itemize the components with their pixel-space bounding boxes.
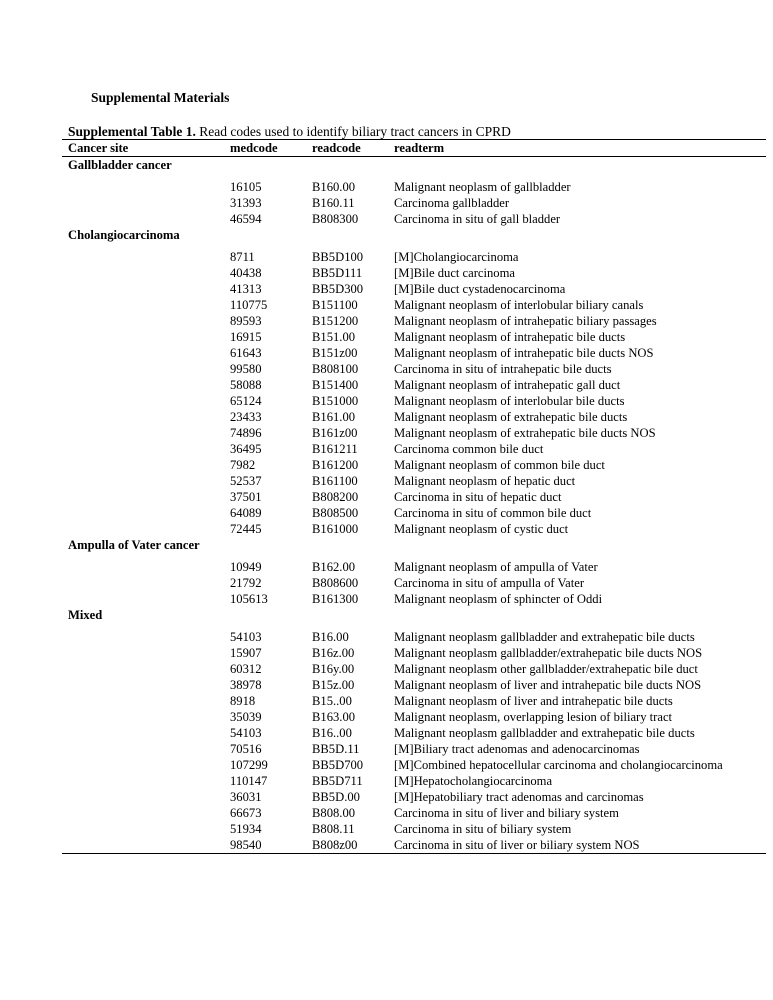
cancer-site-cell [62, 489, 230, 505]
table-row [62, 677, 766, 693]
readterm-cell: [M]Combined hepatocellular carcinoma and cholangiocarcinoma [394, 758, 723, 772]
cancer-site-cell [62, 313, 230, 329]
medcode-cell: 58088 [230, 378, 262, 392]
column-header-readterm: readterm [394, 140, 766, 157]
readcode-cell: B15z.00 [312, 678, 355, 692]
medcode-cell: 72445 [230, 522, 262, 536]
readcode-cell: B808200 [312, 490, 359, 504]
readterm-cell: Carcinoma in situ of ampulla of Vater [394, 576, 585, 590]
medcode-cell: 99580 [230, 362, 262, 376]
medcode-cell: 110775 [230, 298, 268, 312]
medcode-cell: 46594 [230, 212, 262, 226]
cancer-site-cell [62, 575, 230, 591]
column-header-cancer-site: Cancer site [62, 140, 230, 157]
readcode-cell: BB5D.11 [312, 742, 360, 756]
cancer-site-cell [62, 821, 230, 837]
cancer-site-cell [62, 211, 230, 227]
table-row [62, 361, 766, 377]
readterm-cell: Carcinoma in situ of liver and biliary system [394, 806, 619, 820]
readcode-cell: B15..00 [312, 694, 352, 708]
readterm-cell: Malignant neoplasm of liver and intrahepatic bile ducts NOS [394, 678, 702, 692]
readcode-cell: BB5D700 [312, 758, 364, 772]
readterm-cell: Malignant neoplasm of sphincter of Oddi [394, 592, 603, 606]
table-body [62, 157, 766, 854]
medcode-cell: 21792 [230, 576, 262, 590]
readcode-cell: B808z00 [312, 837, 394, 854]
readcode-cell: B161211 [312, 442, 358, 456]
readcode-cell: BB5D300 [312, 282, 364, 296]
medcode-cell: 105613 [230, 592, 268, 606]
table-row [62, 249, 766, 265]
readterm-cell: Malignant neoplasm of hepatic duct [394, 474, 576, 488]
cancer-site-cell [62, 741, 230, 757]
readcode-cell: B160.11 [312, 196, 355, 210]
readcode-cell: B160.00 [312, 180, 356, 194]
cancer-site-cell [62, 629, 230, 645]
readcode-cell: B162.00 [312, 560, 356, 574]
medcode-cell: 54103 [230, 630, 262, 644]
readterm-cell: [M]Biliary tract adenomas and adenocarcinomas [394, 742, 640, 756]
table-row [62, 693, 766, 709]
medcode-cell: 65124 [230, 394, 262, 408]
readcode-cell: B151.00 [312, 330, 356, 344]
readcode-cell: B161100 [312, 474, 358, 488]
cancer-site-cell [62, 709, 230, 725]
medcode-cell: 8918 [230, 694, 256, 708]
readterm-cell: Carcinoma in situ of liver or biliary system NOS [394, 837, 766, 854]
readcode-cell: B808600 [312, 576, 359, 590]
medcode-cell: 23433 [230, 410, 262, 424]
medcode-cell: 15907 [230, 646, 262, 660]
readterm-cell: Malignant neoplasm gallbladder and extrahepatic bile ducts [394, 630, 695, 644]
readterm-cell: Malignant neoplasm of intrahepatic biliary passages [394, 314, 657, 328]
readcode-cell: B16y.00 [312, 662, 355, 676]
table-caption-label: Supplemental Table 1. [68, 124, 196, 139]
table-row [62, 709, 766, 725]
readcode-cell: B161200 [312, 458, 359, 472]
cancer-site-cell [62, 249, 230, 265]
medcode-cell: 110147 [230, 774, 268, 788]
cancer-site-cell [62, 179, 230, 195]
table-row [62, 179, 766, 195]
readterm-cell: Carcinoma in situ of intrahepatic bile ducts [394, 362, 612, 376]
column-header-readcode: readcode [312, 140, 394, 157]
table-header-row [62, 140, 766, 157]
readterm-cell: Malignant neoplasm, overlapping lesion of biliary tract [394, 710, 673, 724]
table-row [62, 741, 766, 757]
table-caption [68, 124, 511, 140]
medcode-cell: 41313 [230, 282, 262, 296]
cancer-site-cell [62, 409, 230, 425]
table-row [62, 377, 766, 393]
readterm-cell: Carcinoma gallbladder [394, 196, 510, 210]
medcode-cell: 16105 [230, 180, 262, 194]
table-row [62, 473, 766, 489]
table-row [62, 757, 766, 773]
cancer-site-cell [62, 473, 230, 489]
readterm-cell: Carcinoma in situ of gall bladder [394, 212, 561, 226]
table-row [62, 661, 766, 677]
readterm-cell: Carcinoma in situ of hepatic duct [394, 490, 562, 504]
medcode-cell: 8711 [230, 250, 255, 264]
group-row [62, 227, 766, 243]
readcode-cell: B16..00 [312, 726, 352, 740]
cancer-site-cell [62, 195, 230, 211]
readcode-cell: B808.00 [312, 806, 356, 820]
readcode-cell: B808300 [312, 212, 359, 226]
cancer-site-cell [62, 837, 230, 854]
cancer-site-cell [62, 521, 230, 537]
cancer-site-cell [62, 425, 230, 441]
table-row [62, 521, 766, 537]
table-row [62, 805, 766, 821]
medcode-cell: 107299 [230, 758, 268, 772]
medcode-cell: 31393 [230, 196, 262, 210]
cancer-site-label: Gallbladder cancer [68, 158, 172, 172]
medcode-cell: 70516 [230, 742, 262, 756]
readcode-cell: B151100 [312, 298, 358, 312]
readcode-cell: B161300 [312, 592, 359, 606]
readcode-cell: B16z.00 [312, 646, 355, 660]
medcode-cell: 36031 [230, 790, 262, 804]
cancer-site-cell [62, 677, 230, 693]
readterm-cell: Malignant neoplasm of intrahepatic bile ducts [394, 330, 626, 344]
medcode-cell: 16915 [230, 330, 262, 344]
readterm-cell: [M]Cholangiocarcinoma [394, 250, 519, 264]
medcode-cell: 60312 [230, 662, 262, 676]
cancer-site-cell [62, 265, 230, 281]
medcode-cell: 89593 [230, 314, 262, 328]
table-row [62, 297, 766, 313]
cancer-site-cell [62, 805, 230, 821]
medcode-cell: 98540 [230, 837, 312, 854]
readterm-cell: [M]Bile duct cystadenocarcinoma [394, 282, 566, 296]
readcode-cell: B161.00 [312, 410, 356, 424]
cancer-site-cell [62, 725, 230, 741]
readcode-cell: BB5D111 [312, 266, 363, 280]
medcode-cell: 36495 [230, 442, 262, 456]
cancer-site-label: Cholangiocarcinoma [68, 228, 180, 242]
table-row [62, 559, 766, 575]
readcode-cell: B808500 [312, 506, 359, 520]
medcode-cell: 52537 [230, 474, 262, 488]
readcode-cell: BB5D.00 [312, 790, 360, 804]
cancer-site-cell [62, 591, 230, 607]
cancer-site-cell [62, 661, 230, 677]
cancer-site-cell [62, 457, 230, 473]
table-row [62, 329, 766, 345]
group-row [62, 537, 766, 553]
readterm-cell: Malignant neoplasm of interlobular biliary canals [394, 298, 644, 312]
readterm-cell: Malignant neoplasm of extrahepatic bile ducts [394, 410, 628, 424]
medcode-cell: 37501 [230, 490, 262, 504]
medcode-cell: 35039 [230, 710, 262, 724]
cancer-site-cell [62, 693, 230, 709]
readterm-cell: Carcinoma common bile duct [394, 442, 544, 456]
table-row [62, 265, 766, 281]
readcode-cell: B808100 [312, 362, 359, 376]
readterm-cell: Carcinoma in situ of biliary system [394, 822, 572, 836]
table-row [62, 591, 766, 607]
table-row [62, 313, 766, 329]
medcode-cell: 64089 [230, 506, 262, 520]
cancer-site-label: Ampulla of Vater cancer [68, 538, 200, 552]
cancer-site-cell [62, 393, 230, 409]
readterm-cell: Malignant neoplasm of common bile duct [394, 458, 605, 472]
table-row [62, 821, 766, 837]
cancer-site-cell [62, 773, 230, 789]
readterm-cell: Malignant neoplasm of liver and intrahepatic bile ducts [394, 694, 673, 708]
readcode-cell: B151000 [312, 394, 359, 408]
table-row [62, 409, 766, 425]
column-header-medcode: medcode [230, 140, 312, 157]
table-row [62, 505, 766, 521]
cancer-site-cell [62, 757, 230, 773]
table-row [62, 629, 766, 645]
readterm-cell: [M]Bile duct carcinoma [394, 266, 515, 280]
medcode-cell: 61643 [230, 346, 262, 360]
cancer-site-cell [62, 505, 230, 521]
readcode-cell: B151400 [312, 378, 359, 392]
medcode-cell: 7982 [230, 458, 256, 472]
table-row [62, 773, 766, 789]
readterm-cell: Malignant neoplasm of gallbladder [394, 180, 571, 194]
readterm-cell: Malignant neoplasm of cystic duct [394, 522, 569, 536]
cancer-site-cell [62, 789, 230, 805]
cancer-site-cell [62, 297, 230, 313]
readterm-cell: Malignant neoplasm gallbladder and extrahepatic bile ducts [394, 726, 695, 740]
table-row [62, 425, 766, 441]
group-row [62, 607, 766, 623]
read-codes-table [62, 139, 766, 854]
medcode-cell: 66673 [230, 806, 262, 820]
readcode-cell: B16.00 [312, 630, 349, 644]
cancer-site-cell [62, 345, 230, 361]
readterm-cell: Malignant neoplasm gallbladder/extrahepatic bile ducts NOS [394, 646, 703, 660]
medcode-cell: 54103 [230, 726, 262, 740]
cancer-site-cell [62, 377, 230, 393]
readcode-cell: B151z00 [312, 346, 358, 360]
medcode-cell: 74896 [230, 426, 262, 440]
medcode-cell: 38978 [230, 678, 262, 692]
medcode-cell: 10949 [230, 560, 262, 574]
table-row [62, 489, 766, 505]
table-row [62, 725, 766, 741]
cancer-site-cell [62, 361, 230, 377]
readcode-cell: B161000 [312, 522, 359, 536]
readterm-cell: Malignant neoplasm of extrahepatic bile ducts NOS [394, 426, 656, 440]
readterm-cell: Malignant neoplasm of intrahepatic gall duct [394, 378, 621, 392]
table-row [62, 281, 766, 297]
table-row [62, 575, 766, 591]
table-row [62, 195, 766, 211]
group-row [62, 157, 766, 174]
table-row [62, 457, 766, 473]
readcode-cell: B808.11 [312, 822, 355, 836]
table-row [62, 837, 766, 854]
readcode-cell: BB5D100 [312, 250, 364, 264]
medcode-cell: 51934 [230, 822, 262, 836]
medcode-cell: 40438 [230, 266, 262, 280]
cancer-site-label: Mixed [68, 608, 103, 622]
cancer-site-cell [62, 645, 230, 661]
table-row [62, 441, 766, 457]
readterm-cell: Malignant neoplasm other gallbladder/extrahepatic bile duct [394, 662, 698, 676]
readterm-cell: [M]Hepatobiliary tract adenomas and carcinomas [394, 790, 644, 804]
cancer-site-cell [62, 559, 230, 575]
readcode-cell: B161z00 [312, 426, 358, 440]
readterm-cell: Malignant neoplasm of interlobular bile ducts [394, 394, 625, 408]
readcode-cell: B151200 [312, 314, 359, 328]
table-row [62, 211, 766, 227]
table-row [62, 789, 766, 805]
page-heading: Supplemental Materials [91, 90, 230, 105]
readterm-cell: [M]Hepatocholangiocarcinoma [394, 774, 553, 788]
table-row [62, 645, 766, 661]
table-row [62, 345, 766, 361]
readterm-cell: Carcinoma in situ of common bile duct [394, 506, 592, 520]
table-row [62, 393, 766, 409]
cancer-site-cell [62, 329, 230, 345]
readcode-cell: BB5D711 [312, 774, 363, 788]
cancer-site-cell [62, 441, 230, 457]
readterm-cell: Malignant neoplasm of intrahepatic bile ducts NOS [394, 346, 654, 360]
cancer-site-cell [62, 281, 230, 297]
readterm-cell: Malignant neoplasm of ampulla of Vater [394, 560, 598, 574]
table-caption-text: Read codes used to identify biliary tract cancers in CPRD [195, 124, 511, 139]
readcode-cell: B163.00 [312, 710, 356, 724]
